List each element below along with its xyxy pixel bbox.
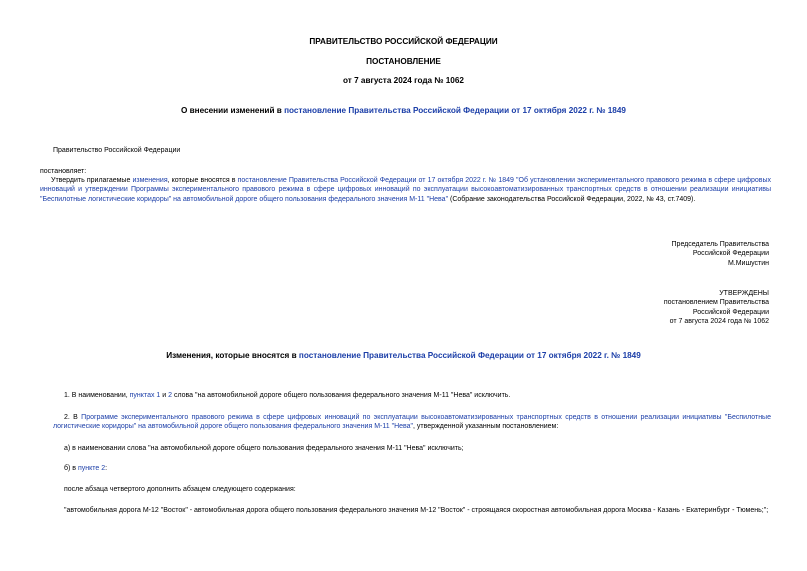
resolution-1849-link[interactable]: постановление Правительства Российской Федерации от 17 октября 2022 г. № 1849 "Об установлении экспериментального правового режима в сфере цифровых инноваций и утверждении Программы экспериментального правового режима в сфере цифровых инноваций по эксплуатации высокоавтоматизированных транспортных средств в отношении реализации инициативы "Беспилотные логистические коридоры" на автомобильной дороге общего пользования федерального значения М-11 "Нева" xyxy=(40,177,771,203)
government-line: Правительство Российской Федерации xyxy=(53,147,181,154)
approval-date-number: от 7 августа 2024 года № 1062 xyxy=(669,318,769,326)
signature-name: М.Мишустин xyxy=(727,259,769,267)
sub-b-text-b: : xyxy=(105,465,108,472)
changes-title-link[interactable]: постановление Правительства Российской Федерации от 17 октября 2022 г. № 1849 xyxy=(298,351,641,360)
p1-mid: , которые вносятся в xyxy=(167,177,238,184)
item2-text-a: 2. В xyxy=(64,414,82,421)
change-sub-b xyxy=(53,464,771,473)
resolves-line: постановляет: xyxy=(40,168,87,175)
sub-b-point-2-link[interactable]: пункте 2 xyxy=(77,465,106,472)
document-title-prefix: О внесении изменений в xyxy=(181,106,285,115)
document-title-link[interactable]: постановление Правительства Российской Федерации от 17 октября 2022 г. № 1849 xyxy=(284,106,626,115)
signature-organization: Российской Федерации xyxy=(692,250,769,258)
sub-b-text-a: б) в xyxy=(64,465,78,472)
changes-title xyxy=(0,350,807,361)
after-paragraph-line: после абзаца четвертого дополнить абзацем следующего содержания: xyxy=(64,486,296,493)
government-heading: ПРАВИТЕЛЬСТВО РОССИЙСКОЙ ФЕДЕРАЦИИ xyxy=(309,37,498,46)
document-date-number: от 7 августа 2024 года № 1062 xyxy=(343,76,464,85)
item2-text-b: , утвержденной указанным постановлением: xyxy=(413,423,559,431)
quote-paragraph: "автомобильная дорога М-12 "Восток" - автомобильная дорога общего пользования федерального значения М-12 "Восток" - строящаяся скоростная автомобильная дорога Москва - Казань - Екатеринбург - Тюмень;"; xyxy=(64,507,769,514)
approval-block xyxy=(469,289,769,327)
item1-text-a: 1. В наименовании, xyxy=(64,392,130,399)
p1-end: (Собрание законодательства Российской Федерации, 2022, № 43, ст.7409). xyxy=(448,195,696,203)
document-type: ПОСТАНОВЛЕНИЕ xyxy=(366,57,441,66)
item2-program-link[interactable]: Программе экспериментального правового режима в сфере цифровых инноваций по эксплуатации высокоавтоматизированных транспортных средств в отношении реализации инициативы "Беспилотные логистические коридоры" на автомобильной дороге общего пользования федерального значения М-11 "Нева" xyxy=(53,414,771,431)
approval-title: УТВЕРЖДЕНЫ xyxy=(719,290,769,297)
item1-link-points-1[interactable]: пунктах 1 xyxy=(129,392,161,399)
changes-title-prefix: Изменения, которые вносятся в xyxy=(166,351,299,360)
item1-text-b: и xyxy=(160,392,169,399)
signature-position: Председатель Правительства xyxy=(671,241,769,248)
change-item-1 xyxy=(53,391,771,400)
p1-start: Утвердить прилагаемые xyxy=(51,177,133,184)
change-sub-a: а) в наименовании слова "на автомобильной дороге общего пользования федерального значения М-11 "Нева" исключить; xyxy=(64,445,464,452)
approval-organization: Российской Федерации xyxy=(692,308,769,316)
document-title xyxy=(0,105,807,116)
item1-text-c: слова "на автомобильной дороге общего пользования федерального значения М-11 "Нева" исключить. xyxy=(172,392,511,399)
approval-by: постановлением Правительства xyxy=(663,299,769,307)
resolution-paragraph xyxy=(40,176,771,204)
item1-link-point-2[interactable]: 2 xyxy=(168,392,173,399)
signature-block xyxy=(469,240,769,268)
change-item-2 xyxy=(53,413,771,432)
changes-link[interactable]: изменения xyxy=(132,177,168,184)
